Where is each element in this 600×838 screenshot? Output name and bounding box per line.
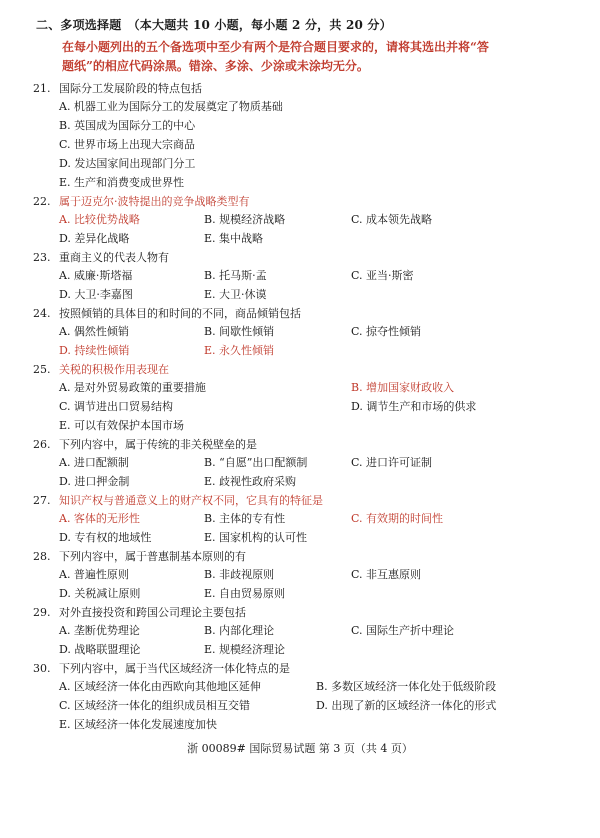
option-30-c: C. 区域经济一体化的组织成员相互交错 — [59, 699, 251, 712]
question-22 — [33, 193, 250, 209]
instruction-line-1: 在每小题列出的五个备选项中至少有两个是符合题目要求的，请将其选出并将“答 — [62, 40, 489, 54]
question-text: 知识产权与普通意义上的财产权不同，它具有的特征是 — [59, 494, 323, 507]
question-number: 24. — [33, 307, 51, 320]
option-24-b: B. 间歇性倾销 — [204, 325, 275, 338]
option-24-e: E. 永久性倾销 — [204, 344, 275, 357]
section-title — [36, 16, 392, 33]
option-21-b: B. 英国成为国际分工的中心 — [59, 119, 196, 132]
question-28 — [33, 548, 246, 564]
option-27-c: C. 有效期的时间性 — [351, 512, 444, 525]
option-29-a: A. 垄断优势理论 — [59, 624, 140, 637]
instruction-line-2: 题纸”的相应代码涂黑。错涂、多涂、少涂或未涂均无分。 — [62, 59, 369, 73]
option-21-d: D. 发达国家间出现部门分工 — [59, 157, 196, 170]
question-number: 29. — [33, 606, 51, 619]
option-27-b: B. 主体的专有性 — [204, 512, 286, 525]
question-24 — [33, 305, 301, 321]
option-26-a: A. 进口配额制 — [59, 456, 129, 469]
option-24-a: A. 偶然性倾销 — [59, 325, 129, 338]
option-30-d: D. 出现了新的区域经济一体化的形式 — [316, 699, 497, 712]
option-29-c: C. 国际生产折中理论 — [351, 624, 455, 637]
option-22-d: D. 差异化战略 — [59, 232, 130, 245]
question-number: 28. — [33, 550, 51, 563]
question-30 — [33, 660, 290, 676]
option-29-b: B. 内部化理论 — [204, 624, 275, 637]
question-text: 重商主义的代表人物有 — [59, 251, 169, 264]
question-text: 对外直接投资和跨国公司理论主要包括 — [59, 606, 246, 619]
option-28-b: B. 非歧视原则 — [204, 568, 275, 581]
section-title-text: 二、多项选择题 （本大题共 10 小题，每小题 2 分，共 20 分） — [36, 18, 392, 32]
question-text: 按照倾销的具体目的和时间的不同，商品倾销包括 — [59, 307, 301, 320]
option-25-b: B. 增加国家财政收入 — [351, 381, 455, 394]
option-25-c: C. 调节进出口贸易结构 — [59, 400, 174, 413]
option-23-c: C. 亚当·斯密 — [351, 269, 414, 282]
option-30-a: A. 区域经济一体化由西欧向其他地区延伸 — [59, 680, 261, 693]
question-number: 21. — [33, 82, 51, 95]
option-26-d: D. 进口押金制 — [59, 475, 130, 488]
question-text: 国际分工发展阶段的特点包括 — [59, 82, 202, 95]
question-number: 23. — [33, 251, 51, 264]
option-29-e: E. 规模经济理论 — [204, 643, 286, 656]
option-27-e: E. 国家机构的认可性 — [204, 531, 308, 544]
option-25-a: A. 是对外贸易政策的重要措施 — [59, 381, 206, 394]
question-text: 下列内容中，属于传统的非关税壁垒的是 — [59, 438, 257, 451]
option-27-d: D. 专有权的地域性 — [59, 531, 152, 544]
question-text: 关税的积极作用表现在 — [59, 363, 169, 376]
option-22-c: C. 成本领先战略 — [351, 213, 433, 226]
page-footer: 浙 00089# 国际贸易试题 第 3 页（共 4 页） — [187, 742, 413, 755]
option-23-e: E. 大卫·休谟 — [204, 288, 267, 301]
question-text: 属于迈克尔·波特提出的竞争战略类型有 — [59, 195, 250, 208]
question-27 — [33, 492, 323, 508]
option-24-c: C. 掠夺性倾销 — [351, 325, 422, 338]
option-30-e: E. 区域经济一体化发展速度加快 — [59, 718, 218, 731]
option-21-c: C. 世界市场上出现大宗商品 — [59, 138, 196, 151]
option-29-d: D. 战略联盟理论 — [59, 643, 141, 656]
option-28-a: A. 普遍性原则 — [59, 568, 129, 581]
option-30-b: B. 多数区域经济一体化处于低级阶段 — [316, 680, 497, 693]
question-text: 下列内容中，属于普惠制基本原则的有 — [59, 550, 246, 563]
question-number: 25. — [33, 363, 51, 376]
option-26-b: B. “自愿”出口配额制 — [204, 456, 308, 469]
question-number: 30. — [33, 662, 51, 675]
question-number: 27. — [33, 494, 51, 507]
option-27-a: A. 客体的无形性 — [59, 512, 140, 525]
question-23 — [33, 249, 169, 265]
option-23-d: D. 大卫·李嘉图 — [59, 288, 133, 301]
question-25 — [33, 361, 169, 377]
option-23-a: A. 威廉·斯塔福 — [59, 269, 133, 282]
option-25-d: D. 调节生产和市场的供求 — [351, 400, 477, 413]
option-21-e: E. 生产和消费变成世界性 — [59, 176, 185, 189]
option-24-d: D. 持续性倾销 — [59, 344, 130, 357]
option-23-b: B. 托马斯·孟 — [204, 269, 267, 282]
option-22-b: B. 规模经济战略 — [204, 213, 286, 226]
option-22-a: A. 比较优势战略 — [59, 213, 140, 226]
option-25-e: E. 可以有效保护本国市场 — [59, 419, 185, 432]
question-number: 22. — [33, 195, 51, 208]
option-28-c: C. 非互惠原则 — [351, 568, 422, 581]
question-29 — [33, 604, 246, 620]
option-28-e: E. 自由贸易原则 — [204, 587, 286, 600]
option-26-e: E. 歧视性政府采购 — [204, 475, 297, 488]
question-21 — [33, 80, 202, 96]
question-26 — [33, 436, 257, 452]
option-28-d: D. 关税减让原则 — [59, 587, 141, 600]
option-22-e: E. 集中战略 — [204, 232, 264, 245]
question-number: 26. — [33, 438, 51, 451]
option-26-c: C. 进口许可证制 — [351, 456, 433, 469]
option-21-a: A. 机器工业为国际分工的发展奠定了物质基础 — [59, 100, 283, 113]
question-text: 下列内容中，属于当代区域经济一体化特点的是 — [59, 662, 290, 675]
